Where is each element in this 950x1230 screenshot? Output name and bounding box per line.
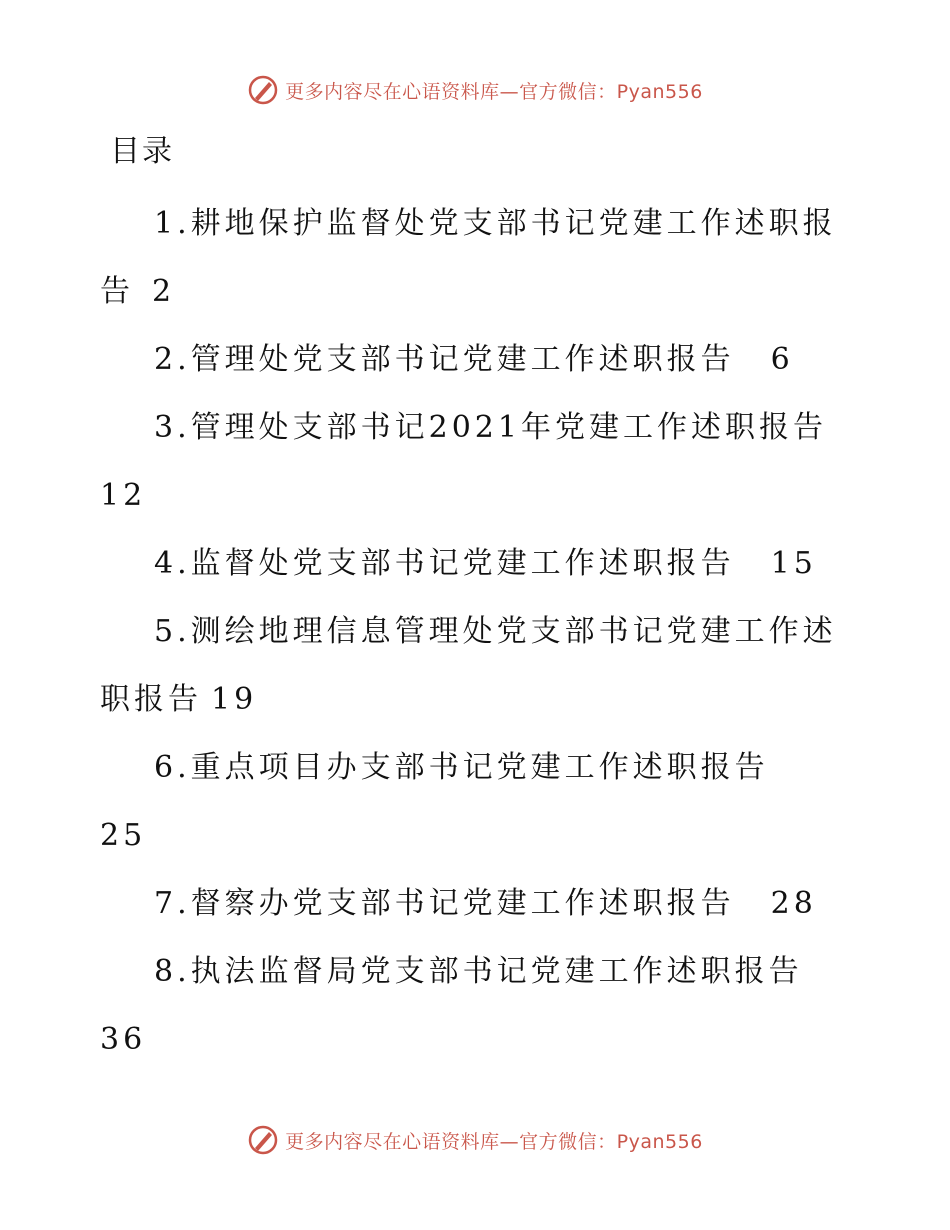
- toc-entry[interactable]: [100, 190, 840, 326]
- header-watermark: [0, 74, 950, 106]
- toc-entry-number: 1.: [154, 206, 191, 241]
- toc-entry-number: 5.: [154, 614, 191, 649]
- toc-entry[interactable]: [100, 870, 840, 938]
- toc-entry[interactable]: [100, 734, 840, 870]
- toc-entry-title: 督察办党支部书记党建工作述职报告: [190, 886, 735, 921]
- table-of-contents: [100, 190, 840, 1074]
- toc-entry-title: 测绘地理信息管理处党支部书记党建工作述职报告: [100, 614, 837, 717]
- toc-entry-page: 25: [100, 818, 147, 853]
- footer-watermark: [0, 1124, 950, 1156]
- toc-entry-title: 监督处党支部书记党建工作述职报告: [190, 546, 735, 581]
- toc-entry-page: 15: [770, 546, 817, 581]
- toc-entry-title: 耕地保护监督处党支部书记党建工作述职报告: [100, 206, 837, 309]
- toc-entry-number: 6.: [154, 750, 191, 785]
- toc-entry-page: 6: [770, 342, 794, 377]
- toc-entry-title: 管理处党支部书记党建工作述职报告: [190, 342, 735, 377]
- toc-entry-page: 12: [100, 478, 147, 513]
- toc-entry[interactable]: [100, 530, 840, 598]
- watermark-text: 更多内容尽在心语资料库—官方微信：Pyan556: [285, 80, 703, 103]
- toc-entry-number: 4.: [154, 546, 191, 581]
- pen-logo-icon: [247, 1124, 279, 1156]
- toc-entry-title: 执法监督局党支部书记党建工作述职报告: [190, 954, 803, 989]
- toc-entry[interactable]: [100, 598, 840, 734]
- watermark-text: 更多内容尽在心语资料库—官方微信：Pyan556: [285, 1130, 703, 1153]
- pen-logo-icon: [247, 74, 279, 106]
- toc-entry[interactable]: [100, 394, 840, 530]
- toc-entry-page: 2: [152, 274, 176, 309]
- toc-entry-number: 2.: [154, 342, 191, 377]
- toc-entry-page: 19: [211, 682, 258, 717]
- toc-entry-title: 重点项目办支部书记党建工作述职报告: [190, 750, 769, 785]
- toc-entry-page: 28: [770, 886, 817, 921]
- toc-heading: 目录: [110, 134, 174, 169]
- toc-entry-number: 3.: [154, 410, 191, 445]
- toc-entry-number: 8.: [154, 954, 191, 989]
- toc-entry-title: 管理处支部书记2021年党建工作述职报告: [190, 410, 827, 445]
- toc-entry[interactable]: [100, 326, 840, 394]
- toc-entry-number: 7.: [154, 886, 191, 921]
- toc-entry[interactable]: [100, 938, 840, 1074]
- toc-entry-page: 36: [100, 1022, 147, 1057]
